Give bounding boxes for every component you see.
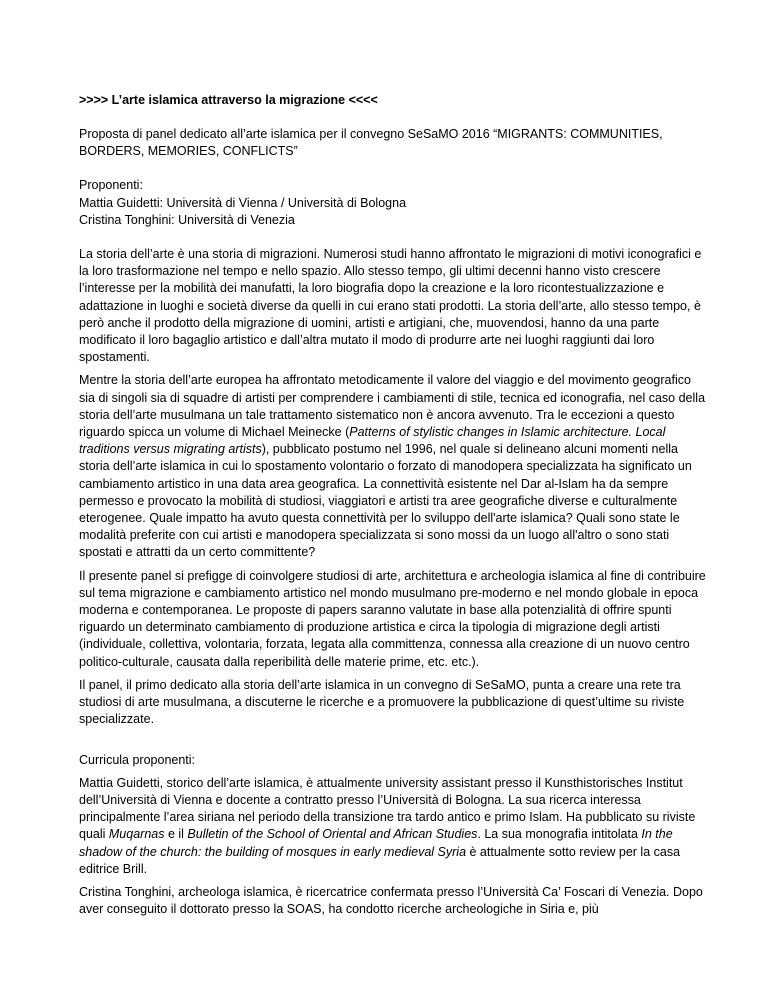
journal-title: Bulletin of the School of Oriental and African Studies <box>187 827 478 842</box>
book-title-meinecke: Patterns of stylistic changes in Islamic architecture. Local traditions versus migrating artists <box>79 425 666 457</box>
p2-text-a: Mentre la storia dell’arte europea ha affrontato metodicamente il valore del viaggio e del movimento geografico sia di singoli sia di squadre di artisti per comprendere i cambiamenti di stile, tecnica ed iconografia, nel caso della storia dell’arte musulmana un tale trattamento sistematico non è ancora avvenuto. Tra le eccezioni a questo riguardo spicca un volume di Michael Meinecke ( <box>79 373 706 440</box>
curriculum-tonghini: Cristina Tonghini, archeologa islamica, è ricercatrice confermata presso l’Università Ca’ Foscari di Venezia. Dopo aver conseguito il dottorato presso la SOAS, ha condotto ricerche archeologiche in Siria e, più <box>79 884 703 917</box>
proposal-line: Proposta di panel dedicato all’arte islamica per il convegno SeSaMO 2016 “MIGRANTS: COMMUNITIES, BORDERS, MEMORIES, CONFLICTS” <box>79 127 663 159</box>
proponents-heading: Proponenti: <box>79 178 143 193</box>
cv-text: Mattia Guidetti, storico dell’arte islamica, è attualmente university assistant presso il Kunsthistorisches Institut dell’Università di Vienna e docente a contratto presso l’Università di Bologna. La sua ricerca interessa principalmente l’area siriana nel periodo della transizione tra tardo antico e primo Islam. Ha pubblicato su riviste quali <box>79 775 696 842</box>
cv-text: e il <box>164 827 188 842</box>
body-paragraph-3: Il presente panel si prefigge di coinvolgere studiosi di arte, architettura e archeologia islamica al fine di contribuire sul tema migrazione e cambiamento artistico nel mondo musulmano pre-moderno e nel mondo globale in epoca moderna e contemporanea. Le proposte di papers saranno valutate in base alla potenzialità di offrire spunti riguardo un determinato cambiamento di produzione artistica e circa la tipologia di migrazione degli artisti (individuale, collettiva, volontaria, forzata, legata alla committenza, connessa alla creazione di un nuovo centro politico-culturale, causata dalla reperibilità delle materie prime, etc. etc.). <box>79 568 706 669</box>
body-paragraph-4: Il panel, il primo dedicato alla storia dell’arte islamica in un convegno di SeSaMO, punta a creare una rete tra studiosi di arte musulmana, a discuterne le ricerche e a promuovere la pubblicazione di quest’ultime su riviste specializzate. <box>79 677 685 727</box>
document-title: >>>> L’arte islamica attraverso la migrazione <<<< <box>79 93 378 107</box>
cv-text: è attualmente sotto review per la casa editrice Brill. <box>79 844 681 876</box>
monograph-title: In the shadow of the church: the building of mosques in early medieval Syria <box>79 827 673 859</box>
cv-text: . La sua monografia intitolata <box>477 827 642 842</box>
body-paragraph-1: La storia dell’arte è una storia di migrazioni. Numerosi studi hanno affrontato le migrazioni di motivi iconografici e la loro trasformazione nel tempo e nello spazio. Allo stesso tempo, gli ultimi decenni hanno visto crescere l’interesse per la mobilità dei manufatti, la loro biografia dopo la creazione e la loro ricontestualizzazione e adattazione in luoghi e società diverse da quelli in cui erano stati prodotti. La storia dell’arte, allo stesso tempo, è però anche il prodotto della migrazione di uomini, artisti e artigiani, che, muovendosi, hanno da una parte modificato il loro bagaglio artistico e dall’altra mutato il modo di produrre arte nei luoghi raggiunti dai loro spostamenti. <box>79 247 702 365</box>
proponent-item: Mattia Guidetti: Università di Vienna / Università di Bologna <box>79 195 407 210</box>
journal-title: Muqarnas <box>108 827 165 842</box>
body-paragraph-2 <box>79 372 708 561</box>
p2-text-b: ), pubblicato postumo nel 1996, nel quale si delineano alcuni momenti nella storia dell’arte islamica in cui lo spostamento volontario o forzato di manodopera specializzata ha significato un cambiamento artistico in una data area geografica. La connettività esistente nel Dar al-Islam ha da sempre permesso e provocato la mobilità di studiosi, viaggiatori e artisti tra aree geografiche diverse e culturalmente eterogenee. Quale impatto ha avuto questa connettività per lo sviluppo dell'arte islamica? Quali sono state le modalità preferite con cui artisti e manodopera specializzata si sono mossi da un luogo all'altro o sono stati spostati e attratti da un certo committente? <box>79 442 692 560</box>
curriculum-guidetti <box>79 775 708 878</box>
curricula-heading: Curricula proponenti: <box>79 752 196 767</box>
proponent-item: Cristina Tonghini: Università di Venezia <box>79 212 295 227</box>
